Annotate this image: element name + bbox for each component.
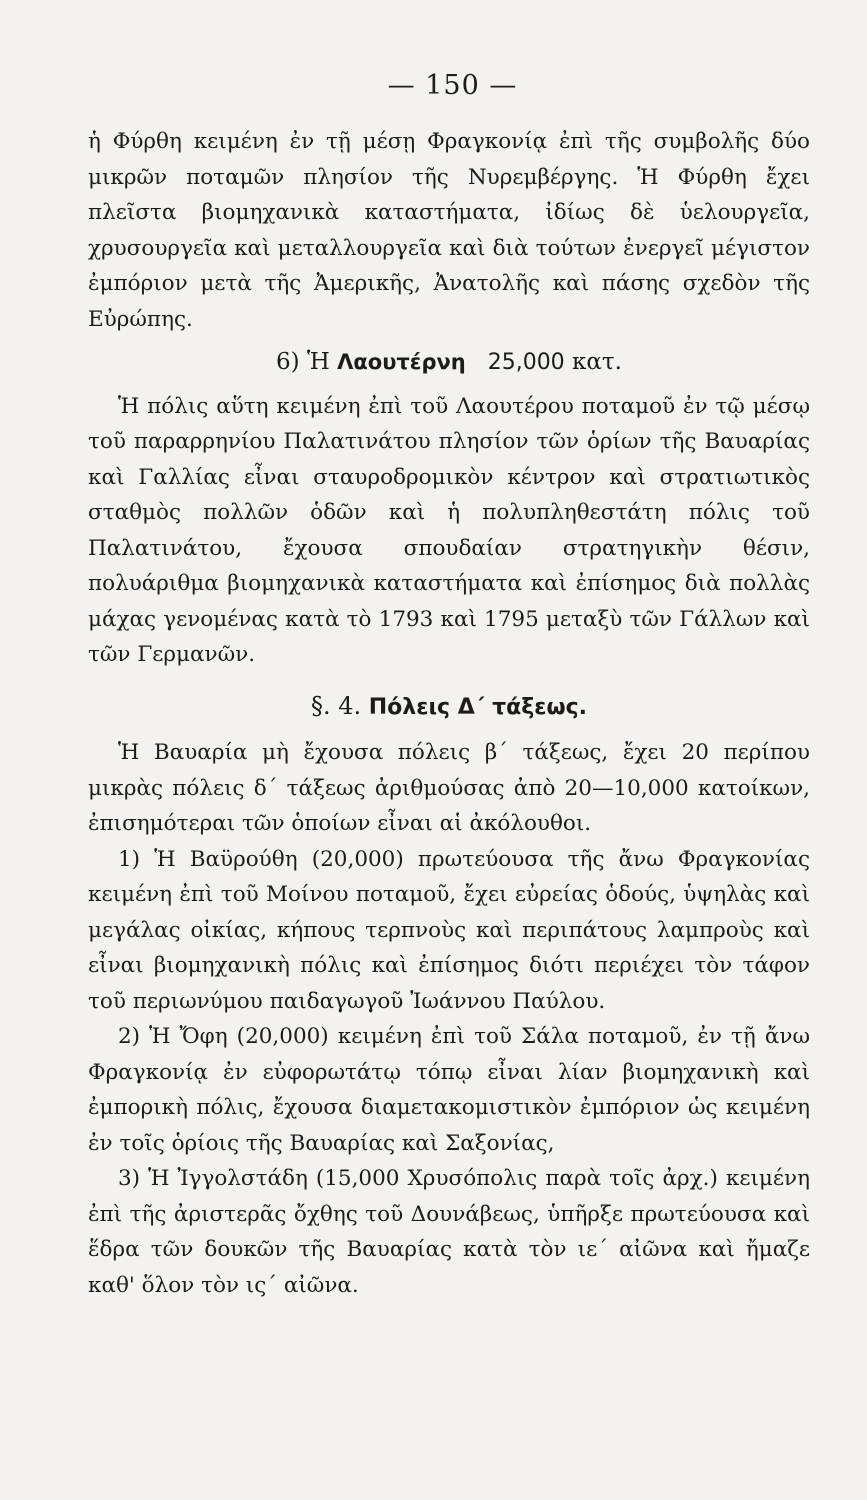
list-item-ingolstadt: 3) Ἡ Ἰγγολστάδη (15,000 Χρυσόπολις παρὰ τοῖς ἀρχ.) κειμένη ἐπὶ τῆς ἀριστερᾶς ὄχθης τοῦ Δουνάβεως, ὑπῆρξε πρωτεύουσα καὶ ἕδρα τῶν δουκῶν τῆς Βαυαρίας κατὰ τὸν ιε΄ αἰῶνα καὶ ἤμαζε καθ' ὅλον τὸν ις΄ αἰῶνα. <box>88 1166 810 1298</box>
heading-article: Ἡ <box>306 349 330 375</box>
heading-number: 6) <box>276 349 300 375</box>
section-heading <box>88 689 810 726</box>
page-number: — 150 — <box>387 70 518 101</box>
list-item-hof: 2) Ἡ Ὄφη (20,000) κειμένη ἐπὶ τοῦ Σάλα ποταμοῦ, ἐν τῇ ἄνω Φραγκονίᾳ ἐν εὐφορωτάτῳ τόπῳ εἶναι λίαν βιομηχανικὴ καὶ ἐμπορικὴ πόλις, ἔχουσα διαμετακομιστικὸν ἐμπόριον ὡς κειμένη ἐν τοῖς ὁρίοις τῆς Βαυαρίας καὶ Σαξονίας, <box>88 1024 810 1156</box>
page-body <box>88 124 810 1303</box>
section-number: §. 4. <box>310 691 362 720</box>
city-heading-lauterne <box>88 345 810 381</box>
list-item-bayreuth: 1) Ἡ Βαϋρούθη (20,000) πρωτεύουσα τῆς ἄνω Φραγκονίας κειμένη ἐπὶ τοῦ Μοίνου ποταμοῦ, ἔχει εὐρείας ὁδούς, ὑψηλὰς καὶ μεγάλας οἰκίας, κήπους τερπνοὺς καὶ περιπάτους λαμπροὺς καὶ εἶναι βιομηχανικὴ πόλις καὶ ἐπίσημος διότι περιέχει τὸν τάφον τοῦ περιωνύμου παιδαγωγοῦ Ἰωάννου Παύλου. <box>88 846 810 1014</box>
paragraph-fyrthe: ἡ Φύρθη κειμένη ἐν τῇ μέσῃ Φραγκονίᾳ ἐπὶ τῆς συμβολῆς δύο μικρῶν ποταμῶν πλησίον τῆς Νυρεμβέργης. Ἡ Φύρθη ἔχει πλεῖστα βιομηχανικὰ καταστήματα, ἰδίως δὲ ὑελουργεῖα, χρυσουργεῖα καὶ μεταλλουργεῖα καὶ διὰ τούτων ἐνεργεῖ μέγιστον ἐμπόριον μετὰ τῆς Ἀμερικῆς, Ἀνατολῆς καὶ πάσης σχεδὸν τῆς Εὐρώπης. <box>88 129 810 332</box>
paragraph-lauterne: Ἡ πόλις αὕτη κειμένη ἐπὶ τοῦ Λαουτέρου ποταμοῦ ἐν τῷ μέσῳ τοῦ παραρρηνίου Παλατινάτου πλησίον τῶν ὁρίων τῆς Βαυαρίας καὶ Γαλλίας εἶναι σταυροδρομικὸν κέντρον καὶ στρατιωτικὸς σταθμὸς πολλῶν ὁδῶν καὶ ἡ πολυπληθεστάτη πόλις τοῦ Παλατινάτου, ἔχουσα σπουδαίαν στρατηγικὴν θέσιν, πολυάριθμα βιομηχανικὰ καταστήματα καὶ ἐπίσημος διὰ πολλὰς μάχας γενομένας κατὰ τὸ 1793 καὶ 1795 μεταξὺ τῶν Γάλλων καὶ τῶν Γερμανῶν. <box>88 393 810 667</box>
section-title: Πόλεις Δ΄ τάξεως. <box>368 694 588 720</box>
heading-unit: κατ. <box>572 349 622 375</box>
heading-city-name: Λαουτέρνη <box>337 350 466 374</box>
heading-population: 25,000 <box>487 350 565 375</box>
paragraph-bavaria-intro: Ἡ Βαυαρία μὴ ἔχουσα πόλεις β΄ τάξεως, ἔχει 20 περίπου μικρὰς πόλεις δ΄ τάξεως ἀριθμούσας ἀπὸ 20—10,000 κατοίκων, ἐπισημότεραι τῶν ὁποίων εἶναι αἱ ἀκόλουθοι. <box>88 740 810 836</box>
